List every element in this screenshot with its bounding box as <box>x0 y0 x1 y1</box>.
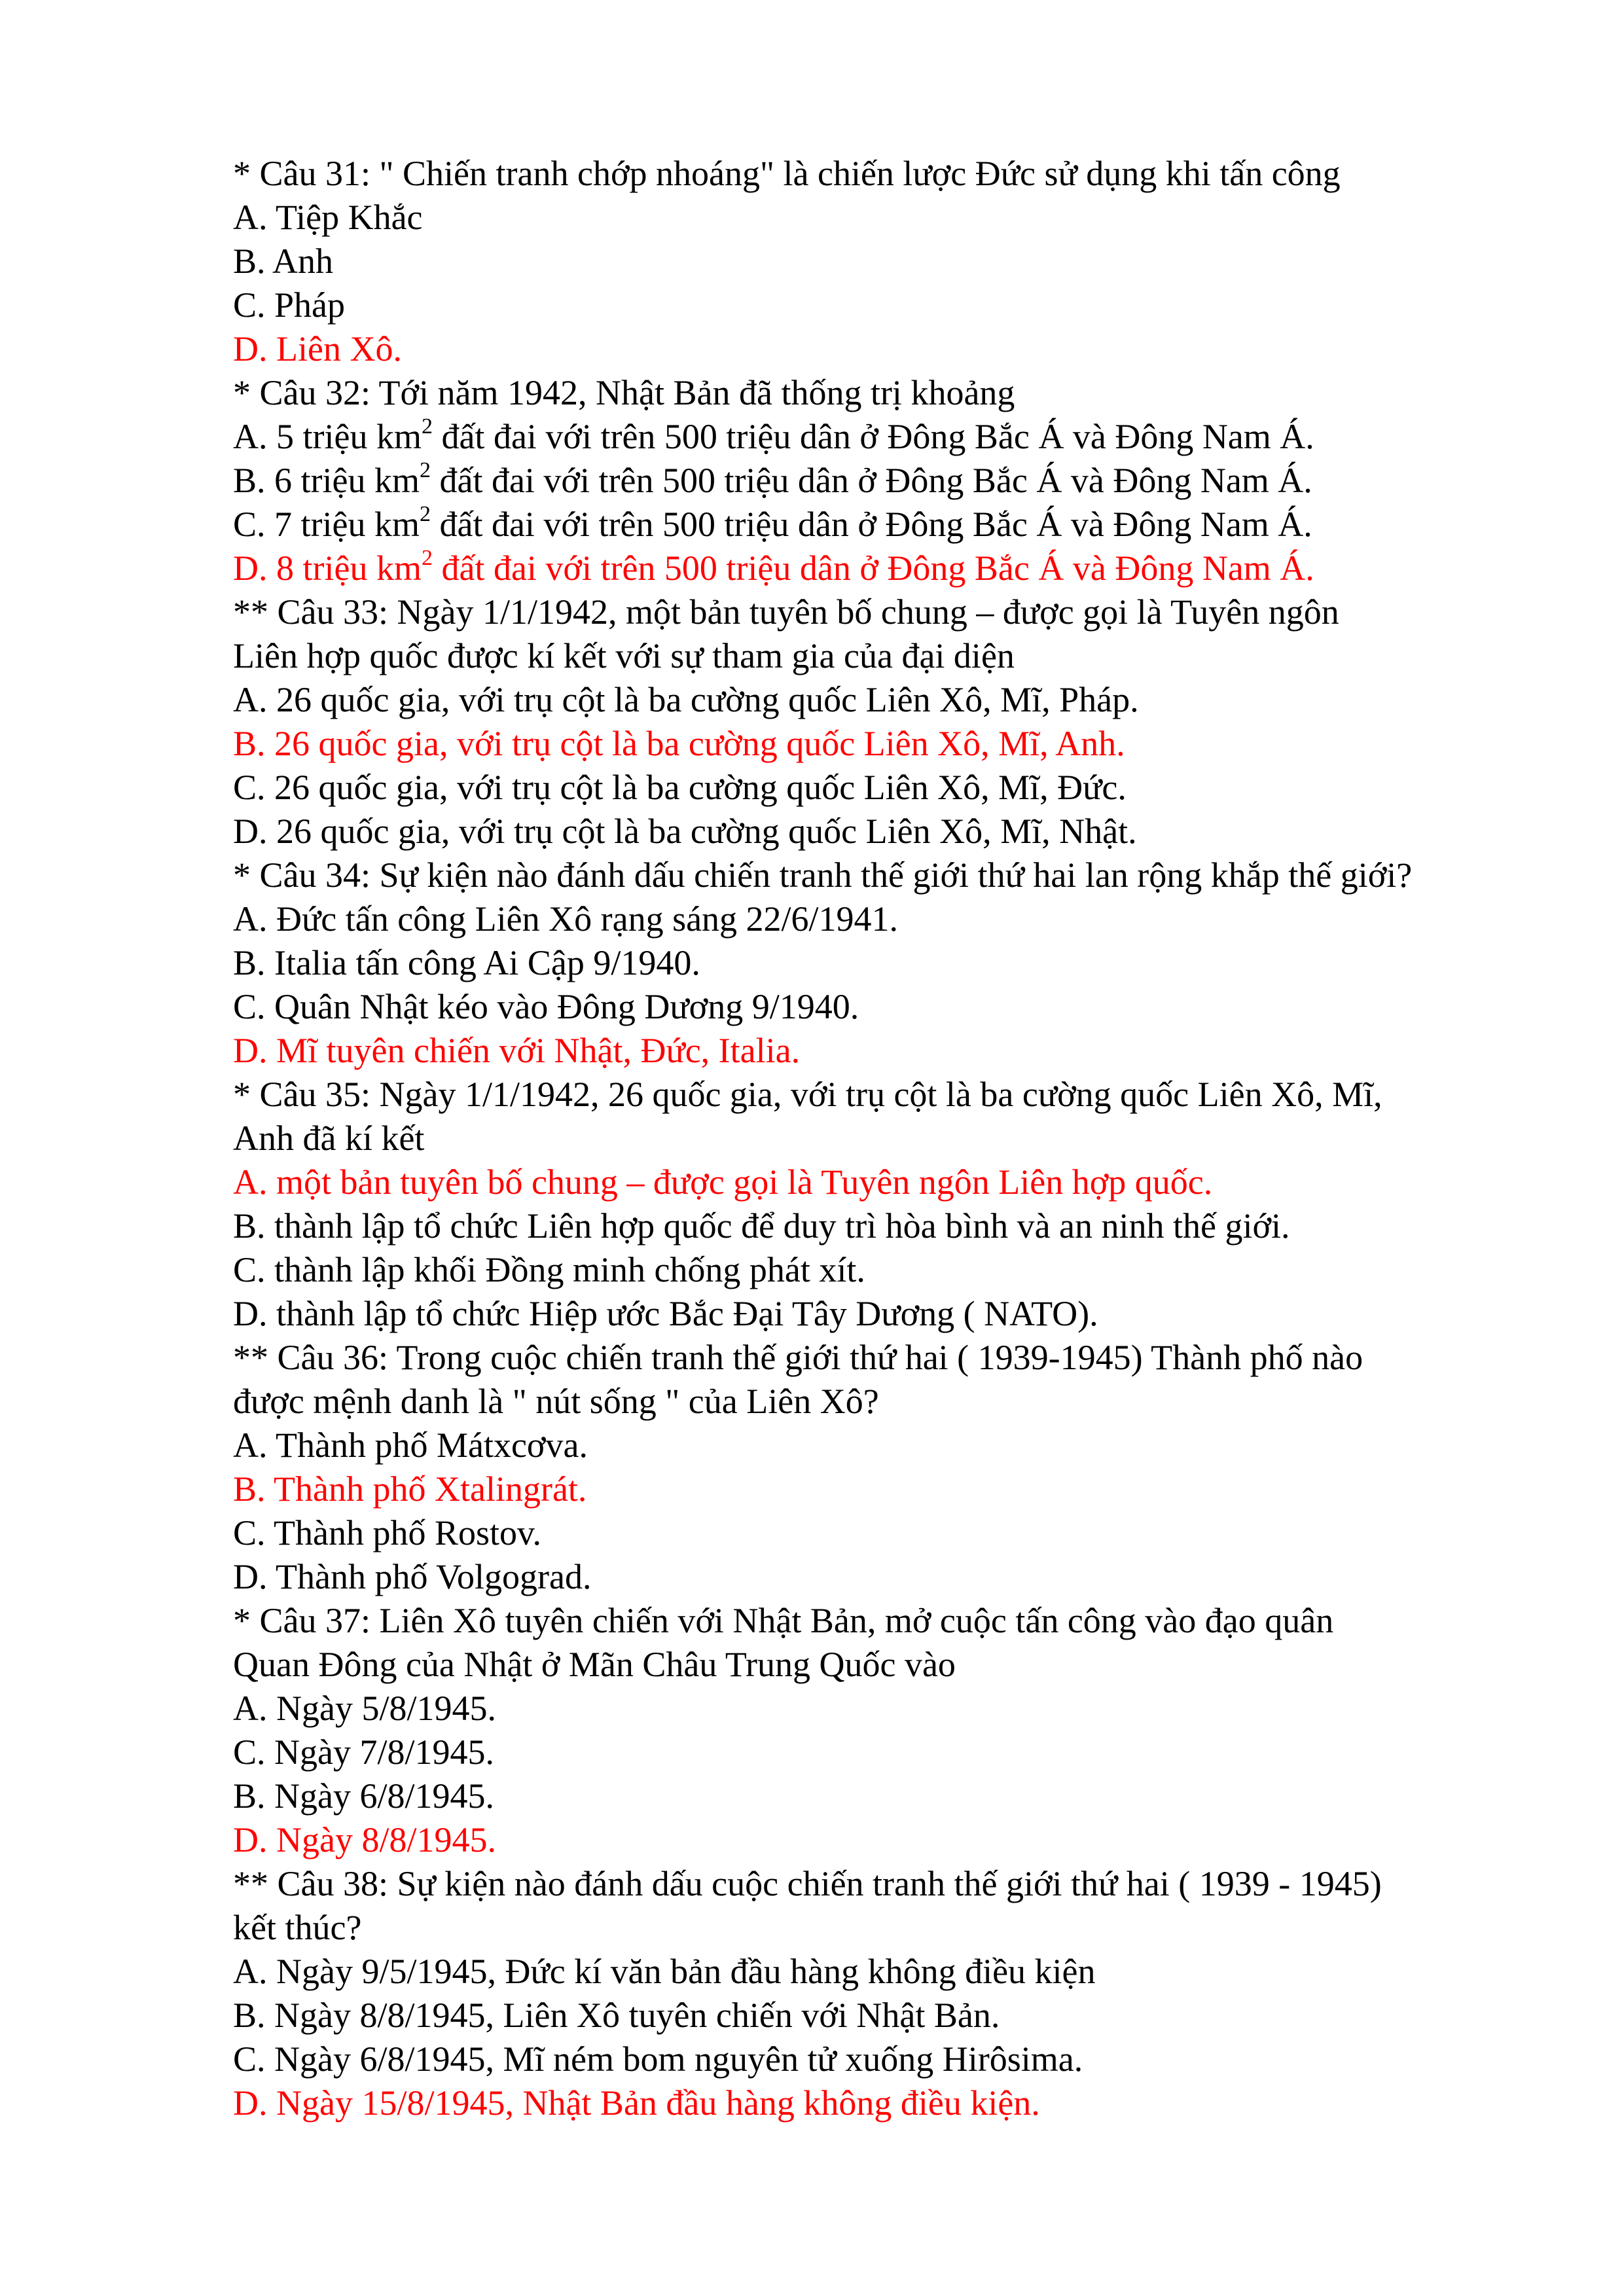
question-stem-line-2: kết thúc? <box>233 1908 362 1947</box>
option-d-correct: D. 8 triệu $km^2$ đất đai với trên 500 triệu dân ở Đông Bắc Á và Đông Nam Á. <box>233 546 1314 588</box>
question-33 <box>233 590 1516 853</box>
option-d-correct: D. Liên Xô. <box>233 329 402 368</box>
question-stem: * Câu 34: Sự kiện nào đánh dấu chiến tranh thế giới thứ hai lan rộng khắp thế giới? <box>233 855 1413 895</box>
question-stem: * Câu 31: " Chiến tranh chớp nhoáng" là chiến lược Đức sử dụng khi tấn công <box>233 154 1341 193</box>
option-a: A. Thành phố Mátxcơva. <box>233 1426 588 1465</box>
option-c: C. Ngày 6/8/1945, Mĩ ném bom nguyên tử xuống Hirôsima. <box>233 2039 1083 2079</box>
option-c: C. Pháp <box>233 285 346 325</box>
question-32 <box>233 371 1516 590</box>
option-b: B. Ngày 6/8/1945. <box>233 1776 494 1816</box>
option-a: A. 5 triệu $km^2$ đất đai với trên 500 triệu dân ở Đông Bắc Á và Đông Nam Á. <box>233 414 1314 456</box>
option-d-correct: D. Mĩ tuyên chiến với Nhật, Đức, Italia. <box>233 1031 801 1070</box>
question-stem-line-1: ** Câu 36: Trong cuộc chiến tranh thế giới thứ hai ( 1939-1945) Thành phố nào <box>233 1338 1363 1377</box>
option-c: C. thành lập khối Đồng minh chống phát xít. <box>233 1250 865 1289</box>
option-a-correct: A. một bản tuyên bố chung – được gọi là Tuyên ngôn Liên hợp quốc. <box>233 1162 1213 1202</box>
option-a: A. Ngày 5/8/1945. <box>233 1689 496 1728</box>
option-a: A. Ngày 9/5/1945, Đức kí văn bản đầu hàng không điều kiện <box>233 1952 1096 1991</box>
option-c: C. Ngày 7/8/1945. <box>233 1732 494 1772</box>
question-stem-line-1: * Câu 37: Liên Xô tuyên chiến với Nhật Bản, mở cuộc tấn công vào đạo quân <box>233 1601 1334 1640</box>
question-stem: * Câu 32: Tới năm 1942, Nhật Bản đã thống trị khoảng <box>233 373 1015 412</box>
option-d: D. thành lập tổ chức Hiệp ước Bắc Đại Tây Dương ( NATO). <box>233 1294 1098 1333</box>
question-stem-line-1: ** Câu 33: Ngày 1/1/1942, một bản tuyên bố chung – được gọi là Tuyên ngôn <box>233 592 1339 632</box>
quiz-document <box>233 152 1516 2125</box>
option-c: C. 7 triệu $km^2$ đất đai với trên 500 triệu dân ở Đông Bắc Á và Đông Nam Á. <box>233 502 1312 544</box>
option-d-correct: D. Ngày 8/8/1945. <box>233 1820 496 1859</box>
option-d: D. Thành phố Volgograd. <box>233 1557 592 1596</box>
option-b: B. thành lập tổ chức Liên hợp quốc để duy trì hòa bình và an ninh thế giới. <box>233 1206 1290 1246</box>
option-b: B. Italia tấn công Ai Cập 9/1940. <box>233 943 700 982</box>
question-stem-line-2: Quan Đông của Nhật ở Mãn Châu Trung Quốc vào <box>233 1645 956 1684</box>
option-b: B. Anh <box>233 242 334 281</box>
option-a: A. Đức tấn công Liên Xô rạng sáng 22/6/1941. <box>233 899 899 939</box>
option-c: C. 26 quốc gia, với trụ cột là ba cường quốc Liên Xô, Mĩ, Đức. <box>233 768 1127 807</box>
question-35 <box>233 1073 1516 1336</box>
option-c: C. Thành phố Rostov. <box>233 1513 542 1552</box>
question-36 <box>233 1336 1516 1599</box>
option-c: C. Quân Nhật kéo vào Đông Dương 9/1940. <box>233 987 859 1026</box>
option-b-correct: B. Thành phố Xtalingrát. <box>233 1469 587 1509</box>
option-a: A. 26 quốc gia, với trụ cột là ba cường quốc Liên Xô, Mĩ, Pháp. <box>233 680 1139 719</box>
question-stem-line-1: ** Câu 38: Sự kiện nào đánh dấu cuộc chiến tranh thế giới thứ hai ( 1939 - 1945) <box>233 1864 1382 1903</box>
option-d-correct: D. Ngày 15/8/1945, Nhật Bản đầu hàng không điều kiện. <box>233 2083 1040 2123</box>
option-a: A. Tiệp Khắc <box>233 198 423 237</box>
question-stem-line-1: * Câu 35: Ngày 1/1/1942, 26 quốc gia, với trụ cột là ba cường quốc Liên Xô, Mĩ, <box>233 1075 1382 1114</box>
question-stem-line-2: Liên hợp quốc được kí kết với sự tham gia của đại diện <box>233 636 1015 675</box>
option-d: D. 26 quốc gia, với trụ cột là ba cường quốc Liên Xô, Mĩ, Nhật. <box>233 812 1137 851</box>
question-stem-line-2: Anh đã kí kết <box>233 1119 425 1158</box>
question-34 <box>233 853 1516 1073</box>
option-b: B. Ngày 8/8/1945, Liên Xô tuyên chiến với Nhật Bản. <box>233 1996 1000 2035</box>
question-31 <box>233 152 1516 371</box>
option-b: B. 6 triệu $km^2$ đất đai với trên 500 triệu dân ở Đông Bắc Á và Đông Nam Á. <box>233 458 1312 500</box>
question-stem-line-2: được mệnh danh là " nút sống " của Liên Xô? <box>233 1382 879 1421</box>
question-38 <box>233 1862 1516 2125</box>
option-b-correct: B. 26 quốc gia, với trụ cột là ba cường quốc Liên Xô, Mĩ, Anh. <box>233 724 1125 763</box>
question-37 <box>233 1599 1516 1862</box>
